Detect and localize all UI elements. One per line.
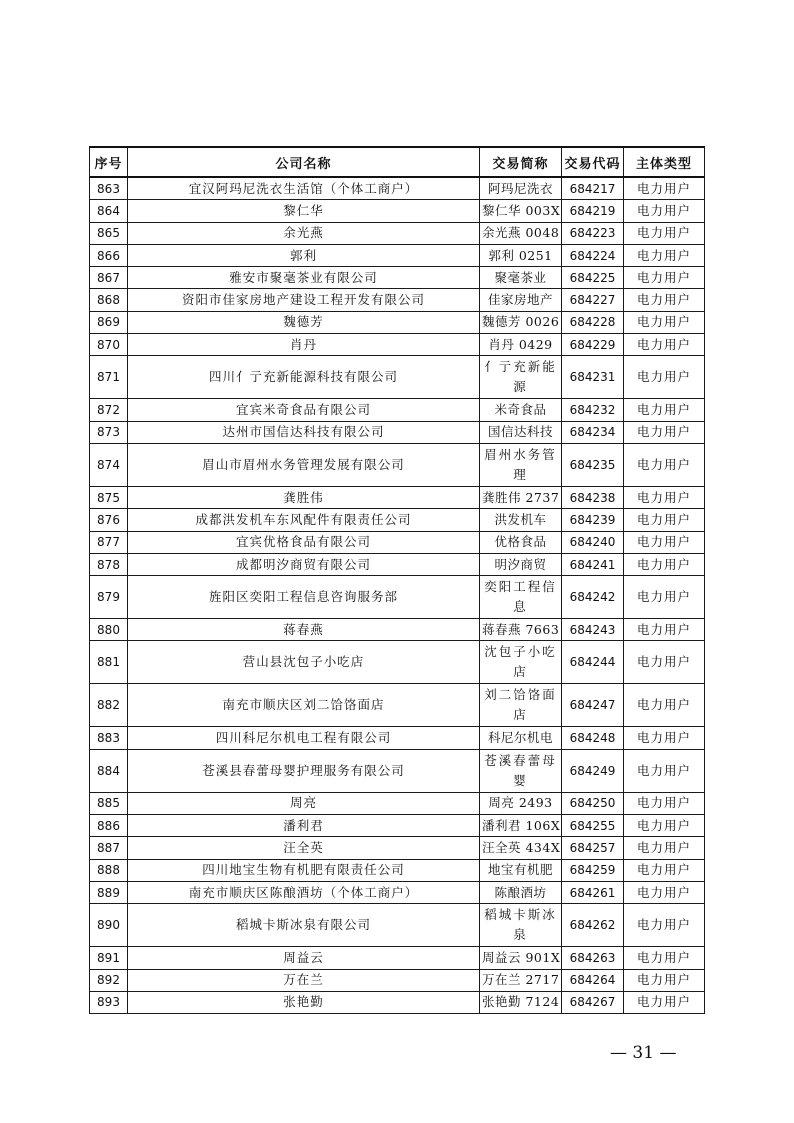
cell-entity-type: 电力用户 bbox=[624, 177, 705, 200]
cell-entity-type: 电力用户 bbox=[624, 222, 705, 244]
table-row bbox=[90, 289, 705, 311]
cell-trade-code: 684257 bbox=[562, 837, 624, 859]
cell-serial-number: 882 bbox=[90, 684, 128, 727]
cell-trade-code: 684248 bbox=[562, 727, 624, 749]
table-row bbox=[90, 244, 705, 266]
cell-company-name: 郭利 bbox=[128, 244, 480, 266]
cell-serial-number: 881 bbox=[90, 641, 128, 684]
cell-company-name: 四川亻亍充新能源科技有限公司 bbox=[128, 356, 480, 399]
cell-entity-type: 电力用户 bbox=[624, 815, 705, 837]
user-list-table bbox=[89, 146, 705, 1014]
cell-trade-abbreviation: 魏德芳 0026 bbox=[480, 311, 562, 333]
cell-trade-code: 684225 bbox=[562, 267, 624, 289]
cell-trade-code: 684217 bbox=[562, 177, 624, 200]
cell-trade-abbreviation: 优格食品 bbox=[480, 531, 562, 553]
cell-entity-type: 电力用户 bbox=[624, 200, 705, 222]
cell-trade-abbreviation: 余光燕 0048 bbox=[480, 222, 562, 244]
cell-company-name: 张艳勤 bbox=[128, 991, 480, 1013]
table-row bbox=[90, 641, 705, 684]
cell-trade-code: 684235 bbox=[562, 443, 624, 486]
cell-company-name: 万在兰 bbox=[128, 969, 480, 991]
table-row bbox=[90, 727, 705, 749]
cell-trade-code: 684229 bbox=[562, 334, 624, 356]
cell-trade-abbreviation: 周亮 2493 bbox=[480, 792, 562, 814]
cell-trade-abbreviation: 潘利君 106X bbox=[480, 815, 562, 837]
table-body bbox=[90, 177, 705, 1014]
cell-trade-code: 684247 bbox=[562, 684, 624, 727]
cell-entity-type: 电力用户 bbox=[624, 553, 705, 575]
cell-company-name: 南充市顺庆区陈酿酒坊（个体工商户） bbox=[128, 881, 480, 903]
cell-entity-type: 电力用户 bbox=[624, 969, 705, 991]
cell-serial-number: 892 bbox=[90, 969, 128, 991]
cell-serial-number: 876 bbox=[90, 509, 128, 531]
cell-serial-number: 884 bbox=[90, 749, 128, 792]
table-row bbox=[90, 749, 705, 792]
cell-trade-code: 684261 bbox=[562, 881, 624, 903]
cell-serial-number: 878 bbox=[90, 553, 128, 575]
table-row bbox=[90, 904, 705, 947]
cell-company-name: 宜宾米奇食品有限公司 bbox=[128, 399, 480, 421]
cell-trade-abbreviation: 刘二饸饹面店 bbox=[480, 684, 562, 727]
cell-trade-code: 684238 bbox=[562, 486, 624, 508]
table-row bbox=[90, 399, 705, 421]
cell-serial-number: 893 bbox=[90, 991, 128, 1013]
table-row bbox=[90, 509, 705, 531]
cell-trade-code: 684234 bbox=[562, 421, 624, 443]
table-row bbox=[90, 792, 705, 814]
cell-serial-number: 865 bbox=[90, 222, 128, 244]
cell-trade-abbreviation: 沈包子小吃店 bbox=[480, 641, 562, 684]
cell-company-name: 营山县沈包子小吃店 bbox=[128, 641, 480, 684]
cell-company-name: 稻城卡斯冰泉有限公司 bbox=[128, 904, 480, 947]
cell-serial-number: 891 bbox=[90, 947, 128, 969]
table-row bbox=[90, 443, 705, 486]
header-serial-number: 序号 bbox=[90, 147, 128, 177]
table-row bbox=[90, 356, 705, 399]
cell-serial-number: 879 bbox=[90, 576, 128, 619]
cell-company-name: 眉山市眉州水务管理发展有限公司 bbox=[128, 443, 480, 486]
cell-entity-type: 电力用户 bbox=[624, 509, 705, 531]
cell-company-name: 成都明汐商贸有限公司 bbox=[128, 553, 480, 575]
cell-entity-type: 电力用户 bbox=[624, 684, 705, 727]
cell-entity-type: 电力用户 bbox=[624, 486, 705, 508]
cell-serial-number: 863 bbox=[90, 177, 128, 200]
cell-serial-number: 889 bbox=[90, 881, 128, 903]
cell-trade-code: 684219 bbox=[562, 200, 624, 222]
cell-company-name: 汪全英 bbox=[128, 837, 480, 859]
table-row bbox=[90, 947, 705, 969]
cell-trade-code: 684227 bbox=[562, 289, 624, 311]
header-trade-abbreviation: 交易简称 bbox=[480, 147, 562, 177]
cell-serial-number: 864 bbox=[90, 200, 128, 222]
table-row bbox=[90, 486, 705, 508]
cell-trade-code: 684250 bbox=[562, 792, 624, 814]
cell-trade-code: 684267 bbox=[562, 991, 624, 1013]
cell-trade-abbreviation: 洪发机车 bbox=[480, 509, 562, 531]
cell-serial-number: 873 bbox=[90, 421, 128, 443]
cell-entity-type: 电力用户 bbox=[624, 356, 705, 399]
cell-entity-type: 电力用户 bbox=[624, 311, 705, 333]
cell-trade-code: 684224 bbox=[562, 244, 624, 266]
cell-entity-type: 电力用户 bbox=[624, 641, 705, 684]
cell-entity-type: 电力用户 bbox=[624, 837, 705, 859]
cell-company-name: 苍溪县春蕾母婴护理服务有限公司 bbox=[128, 749, 480, 792]
table-row bbox=[90, 222, 705, 244]
table-row bbox=[90, 859, 705, 881]
cell-trade-abbreviation: 明汐商贸 bbox=[480, 553, 562, 575]
cell-trade-code: 684228 bbox=[562, 311, 624, 333]
cell-entity-type: 电力用户 bbox=[624, 576, 705, 619]
cell-company-name: 黎仁华 bbox=[128, 200, 480, 222]
cell-serial-number: 883 bbox=[90, 727, 128, 749]
cell-serial-number: 870 bbox=[90, 334, 128, 356]
cell-serial-number: 868 bbox=[90, 289, 128, 311]
table-row bbox=[90, 334, 705, 356]
cell-trade-code: 684263 bbox=[562, 947, 624, 969]
cell-trade-code: 684244 bbox=[562, 641, 624, 684]
cell-trade-abbreviation: 阿玛尼洗衣 bbox=[480, 177, 562, 200]
cell-trade-abbreviation: 陈酿酒坊 bbox=[480, 881, 562, 903]
cell-company-name: 潘利君 bbox=[128, 815, 480, 837]
cell-serial-number: 890 bbox=[90, 904, 128, 947]
cell-serial-number: 869 bbox=[90, 311, 128, 333]
cell-entity-type: 电力用户 bbox=[624, 334, 705, 356]
cell-entity-type: 电力用户 bbox=[624, 267, 705, 289]
cell-entity-type: 电力用户 bbox=[624, 289, 705, 311]
table-row bbox=[90, 267, 705, 289]
cell-trade-abbreviation: 苍溪春蕾母婴 bbox=[480, 749, 562, 792]
table-row bbox=[90, 576, 705, 619]
cell-trade-abbreviation: 国信达科技 bbox=[480, 421, 562, 443]
table-row bbox=[90, 969, 705, 991]
cell-entity-type: 电力用户 bbox=[624, 727, 705, 749]
cell-serial-number: 874 bbox=[90, 443, 128, 486]
cell-trade-code: 684262 bbox=[562, 904, 624, 947]
cell-trade-abbreviation: 蒋春燕 7663 bbox=[480, 619, 562, 641]
cell-trade-code: 684239 bbox=[562, 509, 624, 531]
cell-trade-abbreviation: 奕阳工程信息 bbox=[480, 576, 562, 619]
cell-entity-type: 电力用户 bbox=[624, 443, 705, 486]
table-header-row bbox=[90, 147, 705, 177]
cell-company-name: 龚胜伟 bbox=[128, 486, 480, 508]
cell-trade-code: 684241 bbox=[562, 553, 624, 575]
cell-entity-type: 电力用户 bbox=[624, 749, 705, 792]
cell-entity-type: 电力用户 bbox=[624, 399, 705, 421]
cell-trade-abbreviation: 龚胜伟 2737 bbox=[480, 486, 562, 508]
cell-company-name: 周亮 bbox=[128, 792, 480, 814]
header-entity-type: 主体类型 bbox=[624, 147, 705, 177]
cell-trade-abbreviation: 肖丹 0429 bbox=[480, 334, 562, 356]
table-row bbox=[90, 553, 705, 575]
cell-entity-type: 电力用户 bbox=[624, 531, 705, 553]
cell-entity-type: 电力用户 bbox=[624, 792, 705, 814]
cell-serial-number: 867 bbox=[90, 267, 128, 289]
cell-trade-abbreviation: 周益云 901X bbox=[480, 947, 562, 969]
cell-company-name: 蒋春燕 bbox=[128, 619, 480, 641]
cell-company-name: 达州市国信达科技有限公司 bbox=[128, 421, 480, 443]
table-row bbox=[90, 684, 705, 727]
cell-trade-abbreviation: 张艳勤 7124 bbox=[480, 991, 562, 1013]
cell-entity-type: 电力用户 bbox=[624, 904, 705, 947]
cell-trade-code: 684255 bbox=[562, 815, 624, 837]
cell-trade-abbreviation: 佳家房地产 bbox=[480, 289, 562, 311]
cell-trade-code: 684259 bbox=[562, 859, 624, 881]
cell-trade-code: 684240 bbox=[562, 531, 624, 553]
table-row bbox=[90, 991, 705, 1013]
cell-trade-abbreviation: 汪全英 434X bbox=[480, 837, 562, 859]
cell-serial-number: 875 bbox=[90, 486, 128, 508]
cell-company-name: 资阳市佳家房地产建设工程开发有限公司 bbox=[128, 289, 480, 311]
cell-trade-abbreviation: 眉州水务管理 bbox=[480, 443, 562, 486]
header-trade-code: 交易代码 bbox=[562, 147, 624, 177]
cell-serial-number: 871 bbox=[90, 356, 128, 399]
cell-company-name: 四川地宝生物有机肥有限责任公司 bbox=[128, 859, 480, 881]
table-row bbox=[90, 200, 705, 222]
cell-trade-abbreviation: 万在兰 2717 bbox=[480, 969, 562, 991]
cell-serial-number: 866 bbox=[90, 244, 128, 266]
cell-company-name: 余光燕 bbox=[128, 222, 480, 244]
table-row bbox=[90, 177, 705, 200]
cell-serial-number: 885 bbox=[90, 792, 128, 814]
cell-serial-number: 872 bbox=[90, 399, 128, 421]
cell-company-name: 魏德芳 bbox=[128, 311, 480, 333]
cell-trade-code: 684242 bbox=[562, 576, 624, 619]
table-row bbox=[90, 815, 705, 837]
cell-trade-abbreviation: 稻城卡斯冰泉 bbox=[480, 904, 562, 947]
cell-trade-abbreviation: 地宝有机肥 bbox=[480, 859, 562, 881]
cell-serial-number: 887 bbox=[90, 837, 128, 859]
cell-company-name: 宜宾优格食品有限公司 bbox=[128, 531, 480, 553]
cell-trade-abbreviation: 科尼尔机电 bbox=[480, 727, 562, 749]
table-row bbox=[90, 881, 705, 903]
table-row bbox=[90, 311, 705, 333]
cell-entity-type: 电力用户 bbox=[624, 859, 705, 881]
table-row bbox=[90, 619, 705, 641]
cell-company-name: 南充市顺庆区刘二饸饹面店 bbox=[128, 684, 480, 727]
cell-entity-type: 电力用户 bbox=[624, 881, 705, 903]
document-table-container bbox=[89, 146, 704, 1014]
cell-company-name: 旌阳区奕阳工程信息咨询服务部 bbox=[128, 576, 480, 619]
cell-entity-type: 电力用户 bbox=[624, 991, 705, 1013]
cell-trade-code: 684223 bbox=[562, 222, 624, 244]
cell-company-name: 宜汉阿玛尼洗衣生活馆（个体工商户） bbox=[128, 177, 480, 200]
header-company-name: 公司名称 bbox=[128, 147, 480, 177]
cell-entity-type: 电力用户 bbox=[624, 244, 705, 266]
cell-serial-number: 886 bbox=[90, 815, 128, 837]
cell-company-name: 周益云 bbox=[128, 947, 480, 969]
page-number: — 31 — bbox=[610, 1043, 677, 1063]
cell-company-name: 四川科尼尔机电工程有限公司 bbox=[128, 727, 480, 749]
cell-trade-code: 684231 bbox=[562, 356, 624, 399]
cell-serial-number: 888 bbox=[90, 859, 128, 881]
cell-entity-type: 电力用户 bbox=[624, 421, 705, 443]
cell-company-name: 成都洪发机车东风配件有限责任公司 bbox=[128, 509, 480, 531]
cell-serial-number: 877 bbox=[90, 531, 128, 553]
cell-company-name: 雅安市聚毫茶业有限公司 bbox=[128, 267, 480, 289]
cell-trade-abbreviation: 亻亍充新能源 bbox=[480, 356, 562, 399]
table-row bbox=[90, 421, 705, 443]
cell-entity-type: 电力用户 bbox=[624, 947, 705, 969]
cell-company-name: 肖丹 bbox=[128, 334, 480, 356]
cell-trade-abbreviation: 米奇食品 bbox=[480, 399, 562, 421]
cell-entity-type: 电力用户 bbox=[624, 619, 705, 641]
table-row bbox=[90, 531, 705, 553]
cell-trade-code: 684249 bbox=[562, 749, 624, 792]
cell-trade-code: 684232 bbox=[562, 399, 624, 421]
cell-serial-number: 880 bbox=[90, 619, 128, 641]
cell-trade-abbreviation: 聚毫茶业 bbox=[480, 267, 562, 289]
cell-trade-code: 684264 bbox=[562, 969, 624, 991]
cell-trade-abbreviation: 郭利 0251 bbox=[480, 244, 562, 266]
cell-trade-code: 684243 bbox=[562, 619, 624, 641]
cell-trade-abbreviation: 黎仁华 003X bbox=[480, 200, 562, 222]
table-row bbox=[90, 837, 705, 859]
